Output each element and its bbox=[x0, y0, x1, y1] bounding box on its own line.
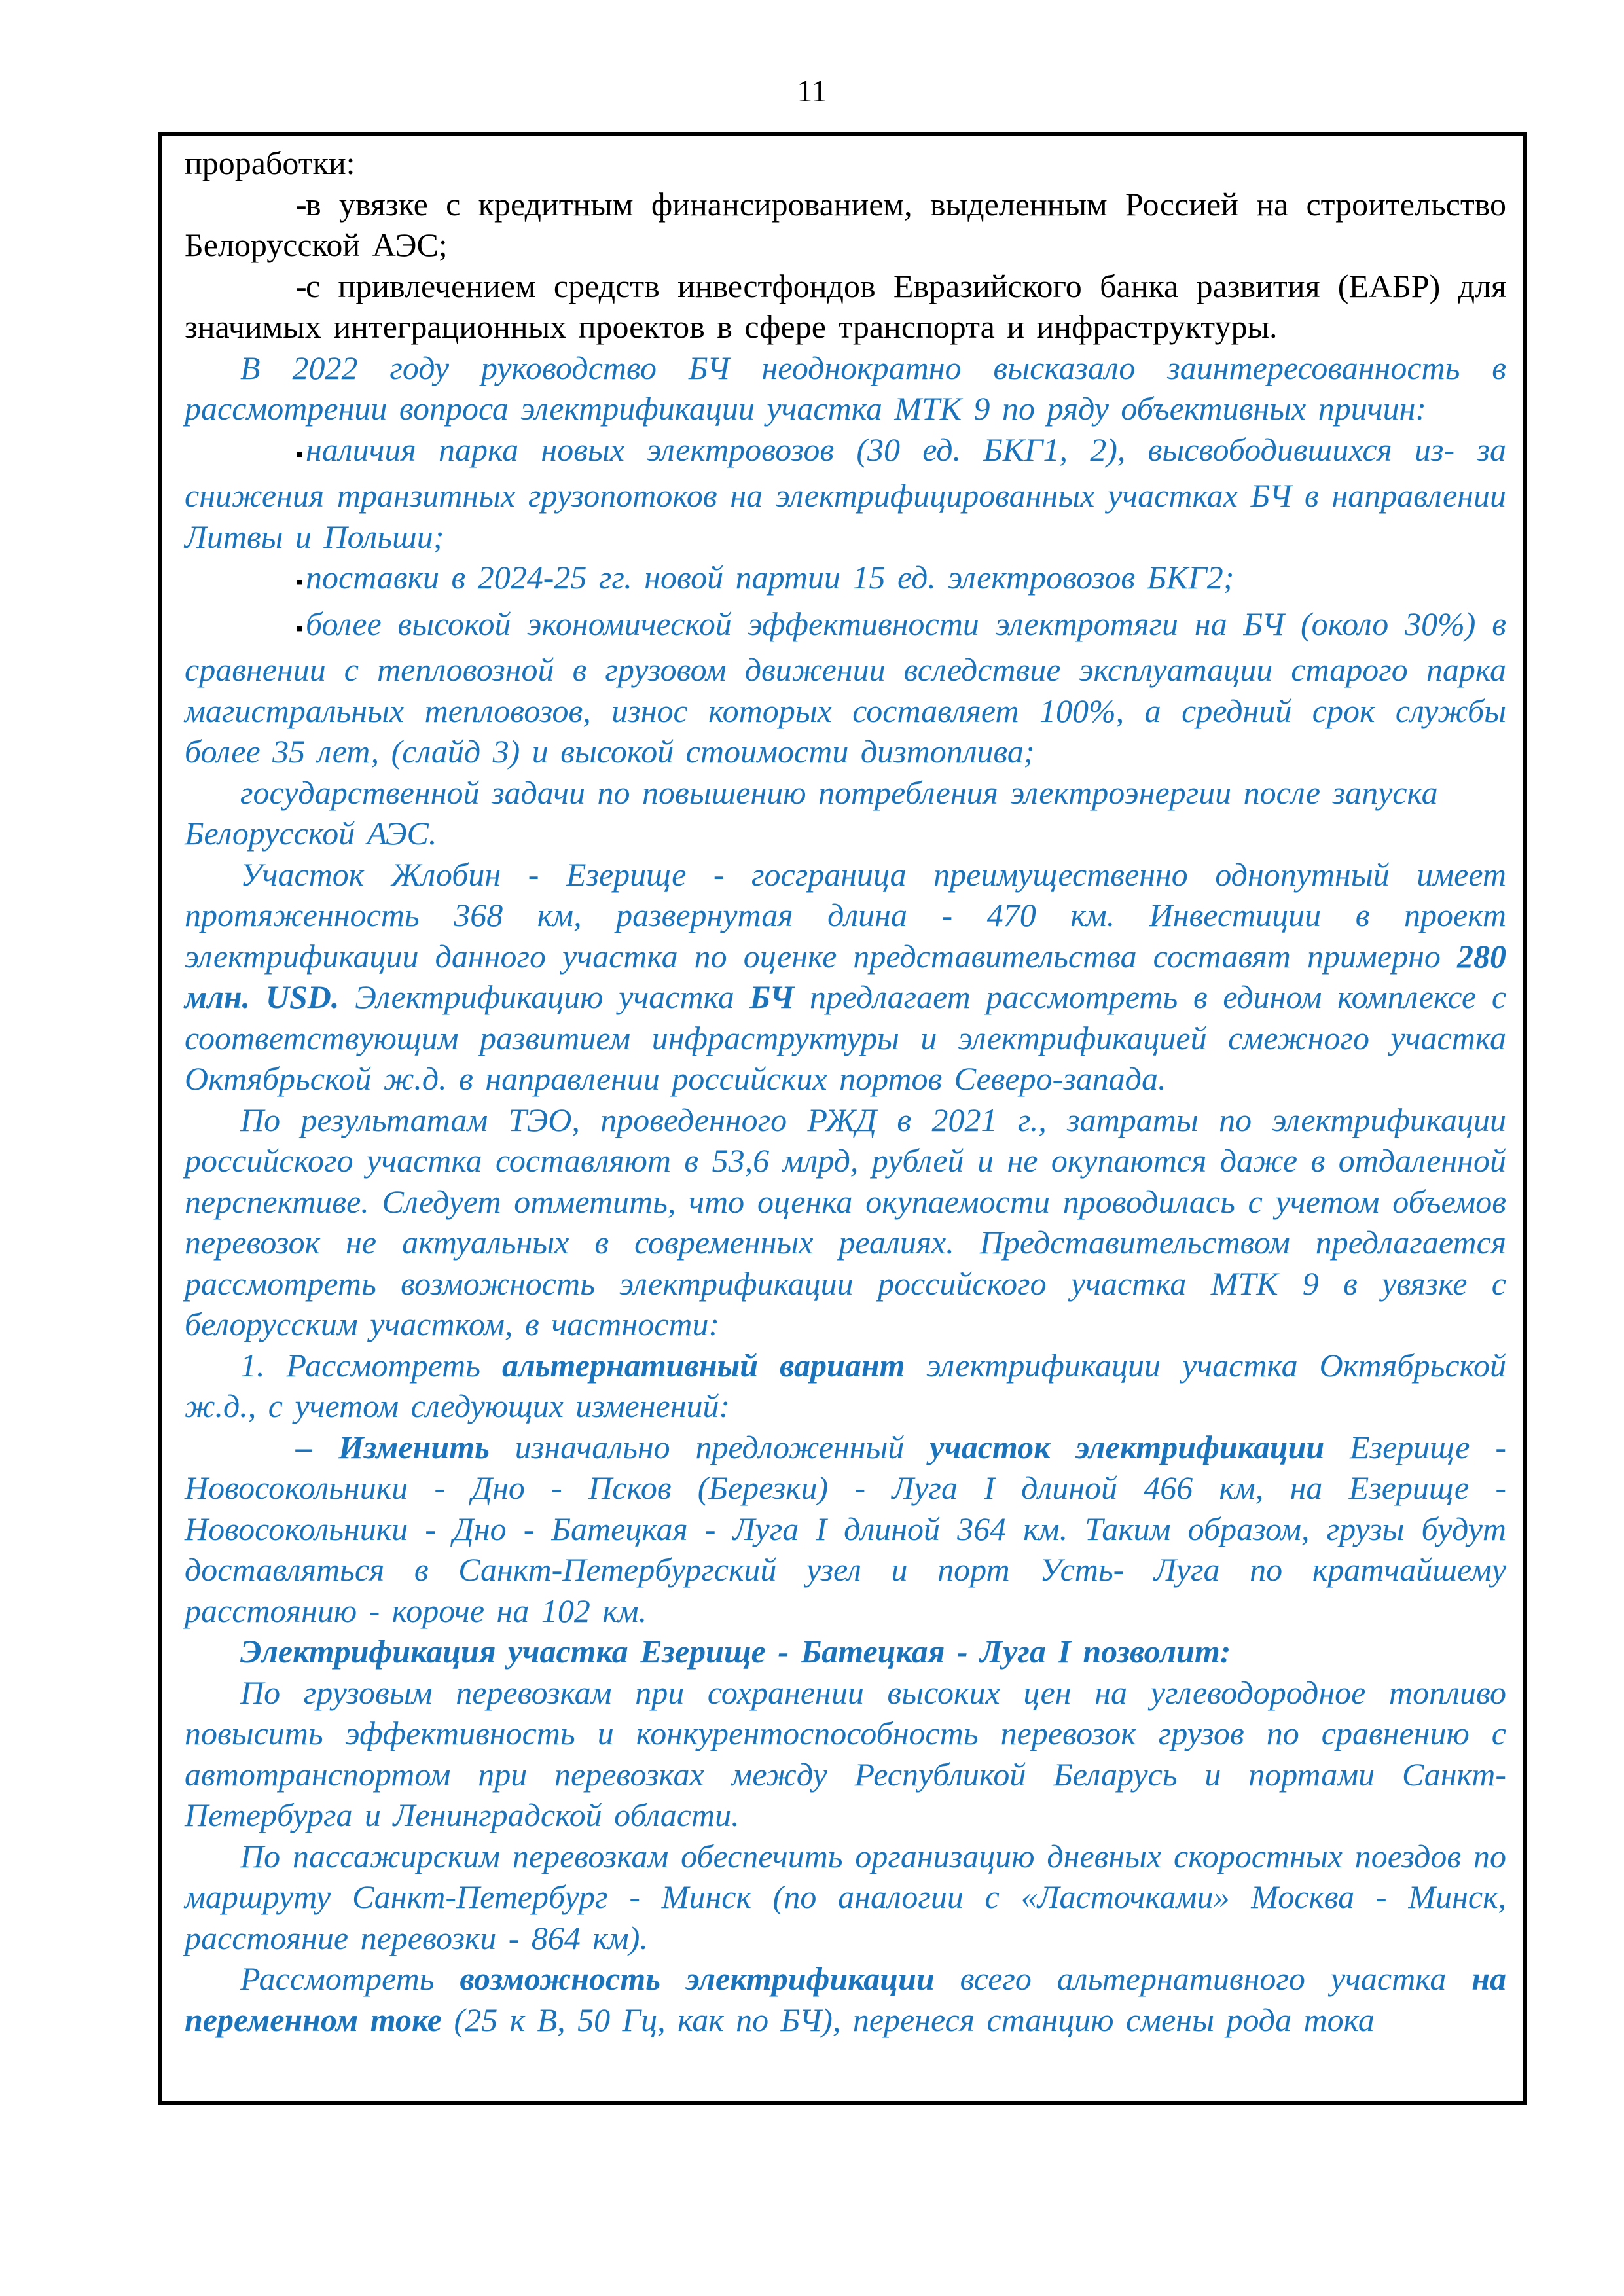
text-run: с привлечением средств инвестфондов Евразийского банка развития (ЕАБР) для значимых интеграционных проектов в сфере транспорта и инфраструктуры. bbox=[185, 267, 1506, 345]
text-run: более высокой экономической эффективности электротяги на БЧ (около 30%) в сравнении с тепловозной в грузовом движении вследствие эксплуатации старого парка магистральных тепловозов, износ которых составляет 100%, а средний срок службы более 35 лет, (слайд 3) и высокой стоимости дизтоплива; bbox=[185, 605, 1506, 770]
bold-run: альтернативный вариант bbox=[502, 1346, 905, 1384]
text-run: Электрификацию участка bbox=[339, 978, 750, 1015]
bold-run: на переменном токе bbox=[185, 1960, 1506, 2038]
text-run: проработки: bbox=[185, 145, 355, 181]
paragraph bbox=[185, 143, 1506, 184]
paragraph bbox=[185, 1427, 1506, 1632]
text-run: По грузовым перевозкам при сохранении высоких цен на углеводородное топливо повысить эффективность и конкурентоспособность перевозок грузов по сравнению с автотранспортом при перевозках между Республикой Беларусь и портами Санкт-Петербурга и Ленинградской области. bbox=[185, 1674, 1506, 1833]
text-run: 1. Рассмотреть bbox=[240, 1346, 503, 1384]
bold-run: возможность электрификации bbox=[460, 1960, 935, 1997]
text-run: Рассмотреть bbox=[240, 1960, 460, 1997]
text-run: поставки в 2024-25 гг. новой партии 15 ед. электровозов БКГ2; bbox=[306, 559, 1235, 596]
text-run: (25 к В, 50 Гц, как по БЧ), перенеся станцию смены рода тока bbox=[442, 2001, 1375, 2038]
text-run: в увязке с кредитным финансированием, выделенным Россией на строительство Белорусской АЭС; bbox=[185, 185, 1506, 263]
paragraph bbox=[185, 1836, 1506, 1959]
bold-run: Электрификация участка Езерище - Батецкая - Луга I позволит: bbox=[240, 1633, 1231, 1670]
page-number: 11 bbox=[797, 74, 827, 109]
document-paragraphs bbox=[185, 143, 1506, 2040]
page-frame bbox=[158, 132, 1527, 2105]
paragraph bbox=[185, 184, 1506, 266]
paragraph bbox=[185, 1958, 1506, 2040]
text-run: государственной задачи по повышению потребления электроэнергии после запуска Белорусской АЭС. bbox=[185, 774, 1438, 852]
paragraph bbox=[185, 1631, 1506, 1672]
bold-run: БЧ bbox=[749, 978, 795, 1015]
paragraph bbox=[185, 348, 1506, 429]
paragraph bbox=[185, 1100, 1506, 1345]
paragraph bbox=[185, 854, 1506, 1100]
paragraph bbox=[185, 603, 1506, 772]
paragraph bbox=[185, 1345, 1506, 1427]
bullet-marker: – bbox=[296, 1428, 312, 1465]
paragraph bbox=[185, 557, 1506, 603]
text-run: По результатам ТЭО, проведенного РЖД в 2021 г., затраты по электрификации российского участка составляют в 53,6 млрд, рублей и не окупаются даже в отдаленной перспективе. Следует отметить, что оценка окупаемости проводилась с учетом объемов перевозок не актуальных в современных реалиях. Представительством предлагается рассмотреть возможность электрификации российского участка МТК 9 в увязке с белорусским участком, в частности: bbox=[185, 1101, 1506, 1342]
text-run: предлагает рассмотреть в едином комплексе с соответствующим развитием инфраструктуры и электрификацией смежного участка Октябрьской ж.д. в направлении российских портов Северо-запада. bbox=[185, 978, 1507, 1097]
bullet-marker: ▪ bbox=[296, 617, 303, 639]
text-run: В 2022 году руководство БЧ неоднократно высказало заинтересованность в рассмотрении вопроса электрификации участка МТК 9 по ряду объективных причин: bbox=[185, 349, 1506, 427]
bullet-marker: - bbox=[296, 267, 307, 304]
paragraph bbox=[185, 1672, 1506, 1836]
bold-run: участок электрификации bbox=[929, 1428, 1325, 1465]
bullet-marker: ▪ bbox=[296, 443, 303, 465]
bullet-marker: - bbox=[296, 185, 307, 223]
text-run: изначально предложенный bbox=[489, 1428, 930, 1465]
paragraph bbox=[185, 429, 1506, 558]
text-run: Езерище - Новосокольники - Дно - Псков (Березки) - Луга I длиной 466 км, на Езерище - Новосокольники - Дно - Батецкая - Луга I длиной 364 км. Таким образом, грузы будут доставляться в Санкт-Петербургский узел и порт Усть- Луга по кратчайшему расстоянию - короче на 102 км. bbox=[185, 1428, 1506, 1629]
bold-run: 280 млн. USD. bbox=[185, 937, 1506, 1015]
text-run: Участок Жлобин - Езерище - госграница преимущественно однопутный имеет протяженность 368 км, развернутая длина - 470 км. Инвестиции в проект электрификации данного участка по оценке представительства составят примерно bbox=[185, 855, 1506, 975]
text-run: По пассажирским перевозкам обеспечить организацию дневных скоростных поездов по маршруту Санкт-Петербург - Минск (по аналогии с «Ласточками» Москва - Минск, расстояние перевозки - 864 км). bbox=[185, 1837, 1506, 1956]
paragraph bbox=[185, 772, 1506, 854]
bold-run: Изменить bbox=[338, 1428, 490, 1465]
text-run: всего альтернативного участка bbox=[934, 1960, 1472, 1997]
text-run: наличия парка новых электровозов (30 ед. БКГ1, 2), высвободившихся из- за снижения транзитных грузопотоков на электрифицированных участках БЧ в направлении Литвы и Польши; bbox=[185, 431, 1506, 555]
paragraph bbox=[185, 266, 1506, 348]
text-run: электрификации участка Октябрьской ж.д., с учетом следующих изменений: bbox=[185, 1346, 1506, 1424]
bullet-marker: ▪ bbox=[296, 571, 303, 593]
